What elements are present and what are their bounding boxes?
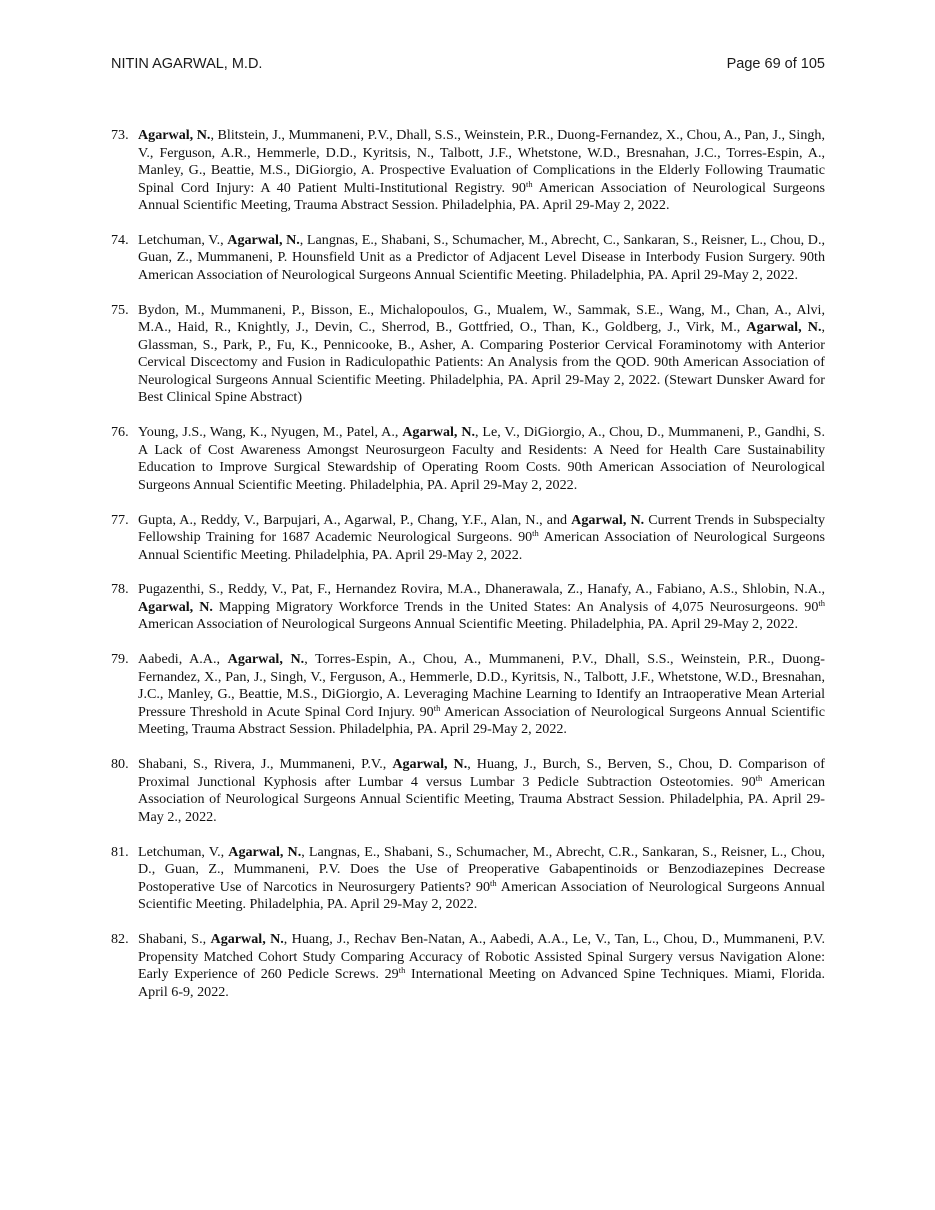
citation-entry xyxy=(111,232,825,285)
highlighted-author: Agarwal, N. xyxy=(402,424,476,441)
citation-segment: , Huang, J., Rechav Ben-Natan, A., Aabedi, A.A., Le, V., Tan, L., Chou, D., Mummaneni, P.V. Propensity Matched Cohort Study Comparing Accuracy of Robotic Assisted Spinal Surgery versus Navigation Alone: Early Experience of 260 Pedicle Screws. 29 xyxy=(138,931,825,983)
citation-segment: , Le, V., DiGiorgio, A., Chou, D., Mummaneni, P., Gandhi, S. A Lack of Cost Awareness Amongst Neurosurgeon Faculty and Residents: A Need for Health Care Sustainability Education to Improve Surgical Stewardship of Operating Room Costs. 90th American Association of Neurological Surgeons Annual Scientific Meeting. Philadelphia, PA. April 29-May 2, 2022. xyxy=(138,424,825,493)
citation-number: 77. xyxy=(111,511,129,528)
highlighted-author: Agarwal, N. xyxy=(227,651,305,668)
citation-segment: American Association of Neurological Surgeons Annual Scientific Meeting. Philadelphia, PA. April 29-May 2, 2022. xyxy=(138,616,798,633)
citation-segment: International Meeting on Advanced Spine Techniques. Miami, Florida. April 6-9, 2022. xyxy=(138,966,825,1000)
highlighted-author: Agarwal, N. xyxy=(571,511,645,528)
citation-entry xyxy=(111,651,825,739)
ordinal-suffix: th xyxy=(433,702,441,713)
citation-text xyxy=(138,127,825,213)
citation-segment: American Association of Neurological Surgeons Annual Scientific Meeting, Trauma Abstract Session. Philadelphia, PA. April 29-May 2., 2022. xyxy=(138,773,825,825)
citation-number: 73. xyxy=(111,127,129,143)
highlighted-author: Agarwal, N. xyxy=(138,127,211,143)
citation-segment: Letchuman, V., xyxy=(138,843,229,860)
citation-text xyxy=(138,512,825,563)
citation-segment: Gupta, A., Reddy, V., Barpujari, A., Agarwal, P., Chang, Y.F., Alan, N., and xyxy=(138,511,572,528)
citation-entry xyxy=(111,424,825,494)
citation-segment: American Association of Neurological Surgeons Annual Scientific Meeting, Trauma Abstract Session. Philadelphia, PA. April 29-May 2, 2022. xyxy=(138,179,825,213)
citation-segment: Shabani, S., xyxy=(138,931,211,948)
citation-segment: Young, J.S., Wang, K., Nyugen, M., Patel, A., xyxy=(138,424,403,441)
citation-segment: Aabedi, A.A., xyxy=(138,651,228,668)
highlighted-author: Agarwal, N. xyxy=(746,319,822,336)
highlighted-author: Agarwal, N. xyxy=(210,931,284,948)
citation-number: 78. xyxy=(111,581,129,598)
highlighted-author: Agarwal, N. xyxy=(227,231,300,248)
citation-number: 75. xyxy=(111,301,129,318)
citation-text xyxy=(138,581,825,632)
highlighted-author: Agarwal, N. xyxy=(392,756,468,773)
ordinal-suffix: th xyxy=(398,965,406,976)
citation-text xyxy=(138,651,825,737)
citation-text xyxy=(138,424,825,493)
citation-number: 79. xyxy=(111,651,129,668)
citation-segment: , Torres-Espin, A., Chou, A., Mummaneni, P.V., Dhall, S.S., Weinstein, P.R., Duong-Fernandez, X., Pan, J., Singh, V., Ferguson, A., Hemmerle, D.D., Kyritsis, N., Talbott, J.F., Whetstone, W.D., Bresnahan, J.C., Manley, G., Beattie, M.S., DiGiorgio, A. Leveraging Machine Learning to Identify an Intraoperative Mean Arterial Pressure Threshold in Acute Spinal Cord Injury. 90 xyxy=(138,651,826,720)
highlighted-author: Agarwal, N. xyxy=(228,843,302,860)
page-number: Page 69 of 105 xyxy=(726,56,825,72)
citation-segment: Current Trends in Subspecialty Fellowship Training for 1687 Academic Neurological Surgeons. 90 xyxy=(138,511,825,546)
citation-segment: Bydon, M., Mummaneni, P., Bisson, E., Michalopoulos, G., Mualem, W., Sammak, S.E., Wang, M., Chan, A., Alvi, M.A., Haid, R., Knightly, J., Devin, C., Sherrod, B., Gottfried, O., Than, K., Goldberg, J., Virk, M., xyxy=(138,301,825,336)
highlighted-author: Agarwal, N. xyxy=(138,598,213,615)
ordinal-suffix: th xyxy=(525,178,533,189)
ordinal-suffix: th xyxy=(818,597,825,608)
citation-segment: Mapping Migratory Workforce Trends in the United States: An Analysis of 4,075 Neurosurgeons. 90 xyxy=(212,598,819,615)
citation-entry xyxy=(111,931,825,1001)
author-name: NITIN AGARWAL, M.D. xyxy=(111,56,263,72)
citation-segment: , Langnas, E., Shabani, S., Schumacher, M., Abrecht, C.R., Sankaran, S., Reisner, L., Chou, D., Guan, Z., Mummaneni, P.V. Does the Use of Preoperative Gabapentinoids or Benzodiazepines Decrease Postoperative Use of Narcotics in Neurosurgery Patients? 90 xyxy=(138,843,826,895)
citation-segment: , Langnas, E., Shabani, S., Schumacher, M., Abrecht, C., Sankaran, S., Reisner, L., Chou, D., Guan, Z., Mummaneni, P. Hounsfield Unit as a Predictor of Adjacent Level Disease in Interbody Fusion Surgery. 90th American Association of Neurological Surgeons Annual Scientific Meeting. Philadelphia, PA. April 29-May 2, 2022. xyxy=(138,231,825,283)
citation-segment: American Association of Neurological Surgeons Annual Scientific Meeting. Philadelphia, PA. April 29-May 2, 2022. xyxy=(138,529,825,563)
citation-segment: , Glassman, S., Park, P., Fu, K., Pennicooke, B., Asher, A. Comparing Posterior Cervical Foraminotomy with Anterior Cervical Discectomy and Fusion in Radiculopathic Patients: An Analysis from the QOD. 90th American Association of Neurological Surgeons Annual Scientific Meeting. Philadelphia, PA. April 29-May 2, 2022. (Stewart Dunsker Award for Best Clinical Spine Abstract) xyxy=(138,319,825,406)
citation-segment: American Association of Neurological Surgeons Annual Scientific Meeting, Trauma Abstract Session. Philadelphia, PA. April 29-May 2, 2022. xyxy=(138,703,825,738)
citation-entry xyxy=(111,581,825,634)
citation-text xyxy=(138,931,825,1000)
citation-number: 81. xyxy=(111,843,129,860)
citation-number: 74. xyxy=(111,231,129,248)
citation-segment: Letchuman, V., xyxy=(138,231,228,248)
ordinal-suffix: th xyxy=(490,877,497,888)
page-header xyxy=(111,56,825,76)
citation-number: 76. xyxy=(111,424,129,441)
citation-segment: , Blitstein, J., Mummaneni, P.V., Dhall, S.S., Weinstein, P.R., Duong-Fernandez, X., Chou, A., Pan, J., Singh, V., Ferguson, A.R., Hemmerle, D.D., Kyritsis, N., Talbott, J.F., Whetstone, W.D., Bresnahan, J.C., Torres-Espin, A., Manley, G., Beattie, M.S., DiGiorgio, A. Prospective Evaluation of Complications in the Elderly Following Traumatic Spinal Cord Injury: A 40 Patient Multi-Institutional Registry. 90 xyxy=(138,127,826,196)
citation-entry xyxy=(111,127,825,215)
citation-number: 82. xyxy=(111,931,129,948)
citation-segment: Shabani, S., Rivera, J., Mummaneni, P.V., xyxy=(138,756,393,773)
ordinal-suffix: th xyxy=(755,772,763,783)
citation-text xyxy=(138,756,825,825)
citation-entry xyxy=(111,844,825,914)
citation-segment: American Association of Neurological Surgeons Annual Scientific Meeting. Philadelphia, PA. April 29-May 2, 2022. xyxy=(138,878,825,913)
ordinal-suffix: th xyxy=(532,528,539,539)
citation-text xyxy=(138,232,825,283)
citation-entry xyxy=(111,512,825,565)
citation-number: 80. xyxy=(111,756,129,773)
publication-list xyxy=(111,127,825,1018)
citation-entry xyxy=(111,302,825,407)
citation-text xyxy=(138,302,825,406)
citation-entry xyxy=(111,756,825,826)
citation-segment: Pugazenthi, S., Reddy, V., Pat, F., Hernandez Rovira, M.A., Dhanerawala, Z., Hanafy, A., Fabiano, A.S., Shlobin, N.A., xyxy=(138,581,825,598)
citation-text xyxy=(138,844,825,913)
citation-segment: , Huang, J., Burch, S., Berven, S., Chou, D. Comparison of Proximal Junctional Kyphosis after Lumbar 4 versus Lumbar 3 Pedicle Subtraction Osteotomies. 90 xyxy=(138,756,825,790)
